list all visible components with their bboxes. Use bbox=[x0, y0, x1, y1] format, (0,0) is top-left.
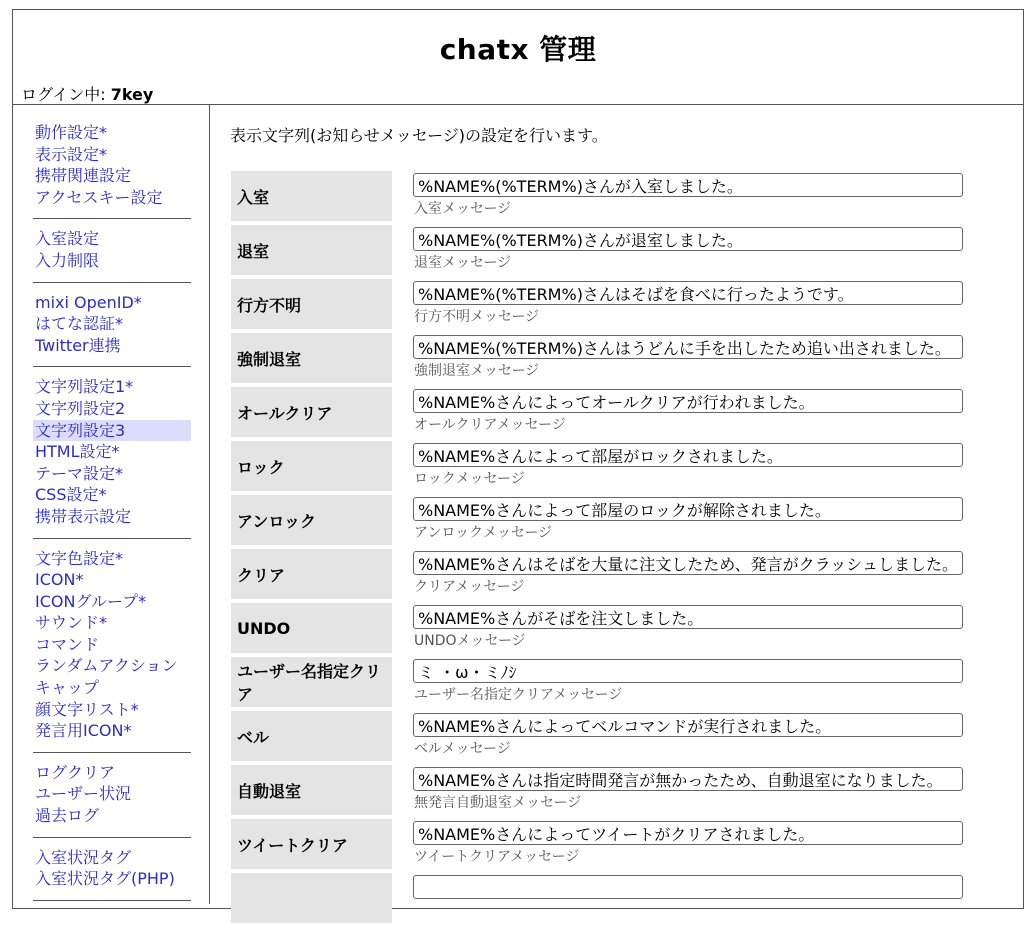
sidebar-item[interactable]: アクセスキー設定 bbox=[35, 187, 163, 207]
sidebar-item[interactable]: 文字列設定1* bbox=[35, 377, 134, 397]
setting-description: 強制退室メッセージ bbox=[414, 363, 540, 379]
sidebar-item[interactable]: HTML設定* bbox=[35, 442, 120, 462]
sidebar-item[interactable]: 文字列設定3 bbox=[33, 420, 191, 442]
sidebar-item[interactable]: 発言用ICON* bbox=[35, 721, 132, 741]
setting-description: ツイートクリアメッセージ bbox=[414, 849, 580, 865]
sidebar-item[interactable]: 携帯表示設定 bbox=[35, 506, 132, 526]
setting-description: オールクリアメッセージ bbox=[414, 417, 566, 433]
message-input[interactable] bbox=[413, 875, 963, 899]
sidebar-item[interactable]: ICON* bbox=[35, 570, 84, 590]
setting-label: ユーザー名指定クリア bbox=[231, 657, 392, 707]
intro-text: 表示文字列(お知らせメッセージ)の設定を行います。 bbox=[230, 126, 608, 145]
setting-row bbox=[231, 657, 963, 707]
setting-label: 強制退室 bbox=[231, 333, 392, 383]
setting-description: UNDOメッセージ bbox=[414, 633, 526, 649]
setting-description: 無発言自動退室メッセージ bbox=[414, 795, 582, 811]
setting-label: 退室 bbox=[231, 225, 392, 275]
sidebar-group bbox=[33, 539, 191, 753]
setting-description: クリアメッセージ bbox=[414, 579, 525, 595]
sidebar-group bbox=[33, 753, 191, 838]
setting-description: 行方不明メッセージ bbox=[414, 309, 540, 325]
setting-row bbox=[231, 873, 963, 923]
setting-label: 入室 bbox=[231, 171, 392, 221]
header bbox=[13, 10, 1023, 105]
setting-label: ツイートクリア bbox=[231, 819, 392, 869]
message-input[interactable] bbox=[413, 659, 963, 683]
setting-field-cell bbox=[392, 333, 963, 383]
message-input[interactable] bbox=[413, 227, 963, 251]
sidebar-item[interactable]: ログクリア bbox=[35, 762, 116, 782]
setting-field-cell bbox=[392, 279, 963, 329]
page-title: chatx 管理 bbox=[439, 33, 597, 66]
setting-field-cell bbox=[392, 549, 963, 599]
sidebar-item[interactable]: Twitter連携 bbox=[35, 335, 121, 355]
sidebar-group bbox=[33, 283, 191, 368]
page-frame bbox=[12, 9, 1024, 909]
setting-row bbox=[231, 765, 963, 815]
message-input[interactable] bbox=[413, 821, 963, 845]
setting-label: UNDO bbox=[231, 603, 392, 653]
setting-field-cell bbox=[392, 225, 963, 275]
sidebar-item[interactable]: コマンド bbox=[35, 634, 100, 654]
sidebar-item[interactable]: ユーザー状況 bbox=[35, 784, 132, 804]
setting-field-cell bbox=[392, 765, 963, 815]
setting-description: アンロックメッセージ bbox=[414, 525, 553, 541]
sidebar-item[interactable]: 顔文字リスト* bbox=[35, 699, 139, 719]
message-input[interactable] bbox=[413, 605, 963, 629]
sidebar-group bbox=[33, 367, 191, 538]
sidebar-item[interactable]: CSS設定* bbox=[35, 485, 107, 505]
sidebar-group bbox=[33, 838, 191, 901]
message-input[interactable] bbox=[413, 389, 963, 413]
message-input[interactable] bbox=[413, 713, 963, 737]
sidebar-item[interactable]: テーマ設定* bbox=[35, 463, 124, 483]
message-input[interactable] bbox=[413, 173, 963, 197]
setting-field-cell bbox=[392, 441, 963, 491]
setting-row bbox=[231, 711, 963, 761]
sidebar-item[interactable]: キャップ bbox=[35, 678, 100, 698]
sidebar-item[interactable]: 携帯関連設定 bbox=[35, 166, 132, 186]
setting-label: クリア bbox=[231, 549, 392, 599]
message-input[interactable] bbox=[413, 497, 963, 521]
sidebar-item[interactable]: はてな認証* bbox=[35, 314, 124, 334]
setting-field-cell bbox=[392, 495, 963, 545]
sidebar-item[interactable]: mixi OpenID* bbox=[35, 292, 142, 312]
login-user: 7key bbox=[110, 85, 154, 104]
setting-label: 自動退室 bbox=[231, 765, 392, 815]
setting-label: オールクリア bbox=[231, 387, 392, 437]
setting-row bbox=[231, 441, 963, 491]
message-input[interactable] bbox=[413, 335, 963, 359]
setting-description: 退室メッセージ bbox=[414, 255, 512, 271]
setting-label: ベル bbox=[231, 711, 392, 761]
setting-description: ベルメッセージ bbox=[414, 741, 511, 757]
sidebar-item[interactable]: サウンド* bbox=[35, 613, 108, 633]
setting-row bbox=[231, 333, 963, 383]
setting-label: 行方不明 bbox=[231, 279, 392, 329]
message-input[interactable] bbox=[413, 551, 963, 575]
setting-row bbox=[231, 549, 963, 599]
login-status bbox=[21, 82, 153, 105]
sidebar-item[interactable]: 文字列設定2 bbox=[35, 398, 126, 418]
setting-row bbox=[231, 495, 963, 545]
setting-row bbox=[231, 171, 963, 221]
sidebar-group bbox=[33, 219, 191, 282]
setting-row bbox=[231, 603, 963, 653]
sidebar-item[interactable]: 入室状況タグ(PHP) bbox=[35, 869, 175, 889]
sidebar-item[interactable]: 表示設定* bbox=[35, 144, 108, 164]
setting-description: 入室メッセージ bbox=[414, 201, 512, 217]
message-input[interactable] bbox=[413, 281, 963, 305]
setting-label: アンロック bbox=[231, 495, 392, 545]
sidebar-item[interactable]: 入力制限 bbox=[35, 250, 100, 270]
sidebar-item[interactable]: ICONグループ* bbox=[35, 591, 147, 611]
setting-description: ユーザー名指定クリアメッセージ bbox=[414, 687, 623, 703]
sidebar-item[interactable]: 過去ログ bbox=[35, 806, 100, 826]
setting-field-cell bbox=[392, 711, 963, 761]
sidebar-item[interactable]: 動作設定* bbox=[35, 123, 108, 142]
message-input[interactable] bbox=[413, 767, 963, 791]
setting-field-cell bbox=[392, 819, 963, 869]
sidebar-item[interactable]: 入室設定 bbox=[35, 229, 100, 249]
setting-field-cell bbox=[392, 603, 963, 653]
setting-row bbox=[231, 819, 963, 869]
setting-row bbox=[231, 279, 963, 329]
setting-label bbox=[231, 873, 392, 923]
string-settings-table bbox=[231, 167, 963, 927]
login-label: ログイン中: bbox=[21, 85, 106, 104]
setting-field-cell bbox=[392, 171, 963, 221]
setting-row bbox=[231, 225, 963, 275]
setting-field-cell bbox=[392, 657, 963, 707]
setting-row bbox=[231, 387, 963, 437]
message-input[interactable] bbox=[413, 443, 963, 467]
setting-label: ロック bbox=[231, 441, 392, 491]
sidebar-item[interactable]: 文字色設定* bbox=[35, 548, 124, 568]
setting-field-cell bbox=[392, 873, 963, 923]
sidebar-item[interactable]: 入室状況タグ bbox=[35, 847, 132, 867]
setting-description: ロックメッセージ bbox=[414, 471, 525, 487]
sidebar-group bbox=[33, 104, 191, 219]
sidebar-nav bbox=[13, 104, 210, 904]
setting-field-cell bbox=[392, 387, 963, 437]
sidebar-item[interactable]: ランダムアクション bbox=[35, 656, 178, 676]
